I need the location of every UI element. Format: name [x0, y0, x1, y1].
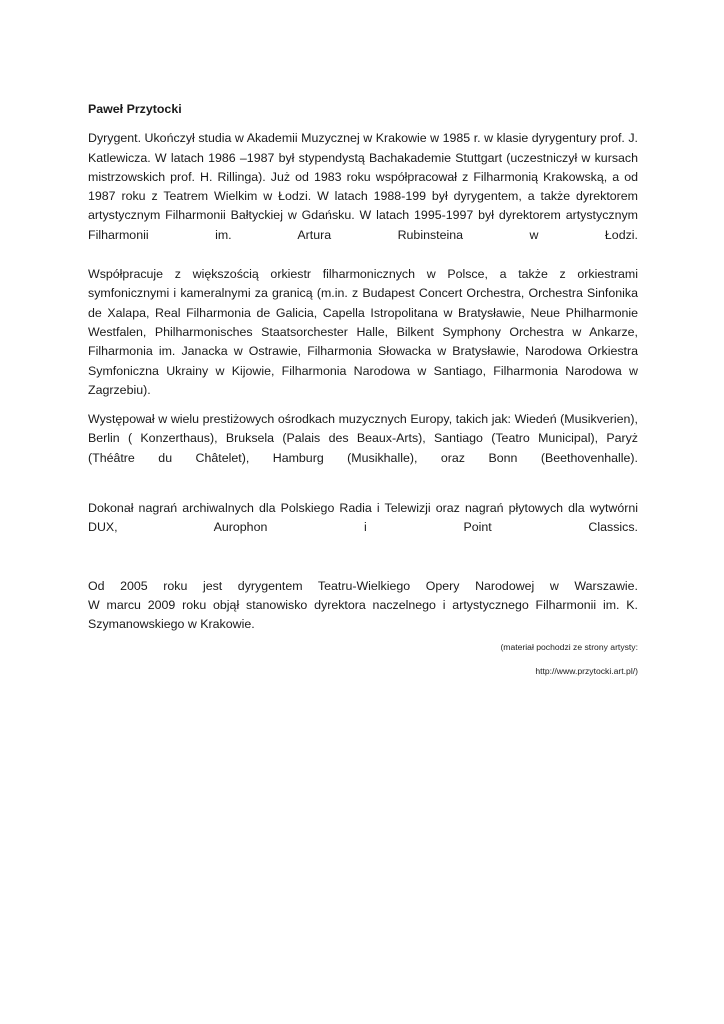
source-note: (materiał pochodzi ze strony artysty:: [500, 641, 638, 652]
current-position-line1: Od 2005 roku jest dyrygentem Teatru-Wielkiego Opery Narodowej w Warszawie.: [88, 578, 638, 593]
current-position-line2: W marcu 2009 roku objął stanowisko dyrektora naczelnego i artystycznego Filharmonii im. K. Szymanowskiego w Krakowie.: [88, 597, 638, 632]
document-page: [88, 100, 638, 677]
paragraph-current-position: [88, 577, 638, 635]
paragraph-collaborations: Współpracuje z większością orkiestr filharmonicznych w Polsce, a także z orkiestrami symfonicznymi i kameralnymi za granicą (m.in. z Budapest Concert Orchestra, Orchestra Sinfonika de Xalapa, Real Filharmonia de Galicia, Capella Istropolitana w Bratysławie, Neue Philharmonie Westfalen, Philharmonisches Staatsorchester Halle, Bilkent Symphony Orchestra w Ankarze, Filharmonia im. Janacka w Ostrawie, Filharmonia Słowacka w Bratysławie, Narodowa Orkiestra Symfoniczna Ukrainy w Kijowie, Filharmonia Narodowa w Santiago, Filharmonia Narodowa w Zagrzebiu).: [88, 267, 638, 397]
source-url: http://www.przytocki.art.pl/): [535, 665, 638, 676]
paragraph-performances: Występował w wielu prestiżowych ośrodkach muzycznych Europy, takich jak: Wiedeń (Musikverien), Berlin ( Konzerthaus), Bruksela (Palais des Beaux-Arts), Santiago (Teatro Municipal), Paryż (Théâtre du Châtelet), Hamburg (Musikhalle), oraz Bonn (Beethovenhalle).: [88, 412, 638, 465]
document-title: Paweł Przytocki: [88, 102, 182, 116]
paragraph-recordings: Dokonał nagrań archiwalnych dla Polskiego Radia i Telewizji oraz nagrań płytowych dla wytwórni DUX, Aurophon i Point Classics.: [88, 501, 638, 535]
paragraph-biography: Dyrygent. Ukończył studia w Akademii Muzycznej w Krakowie w 1985 r. w klasie dyrygentury prof. J. Katlewicza. W latach 1986 –1987 był stypendystą Bachakademie Stuttgart (uczestniczył w kursach mistrzowskich prof. H. Rillinga). Już od 1983 roku współpracował z Filharmonią Krakowską, a od 1987 roku z Teatrem Wielkim w Łodzi. W latach 1988-199 był dyrygentem, a także dyrektorem artystycznym Filharmonii Bałtyckiej w Gdańsku. W latach 1995-1997 był dyrektorem artystycznym Filharmonii im. Artura Rubinsteina w Łodzi.: [88, 131, 638, 242]
